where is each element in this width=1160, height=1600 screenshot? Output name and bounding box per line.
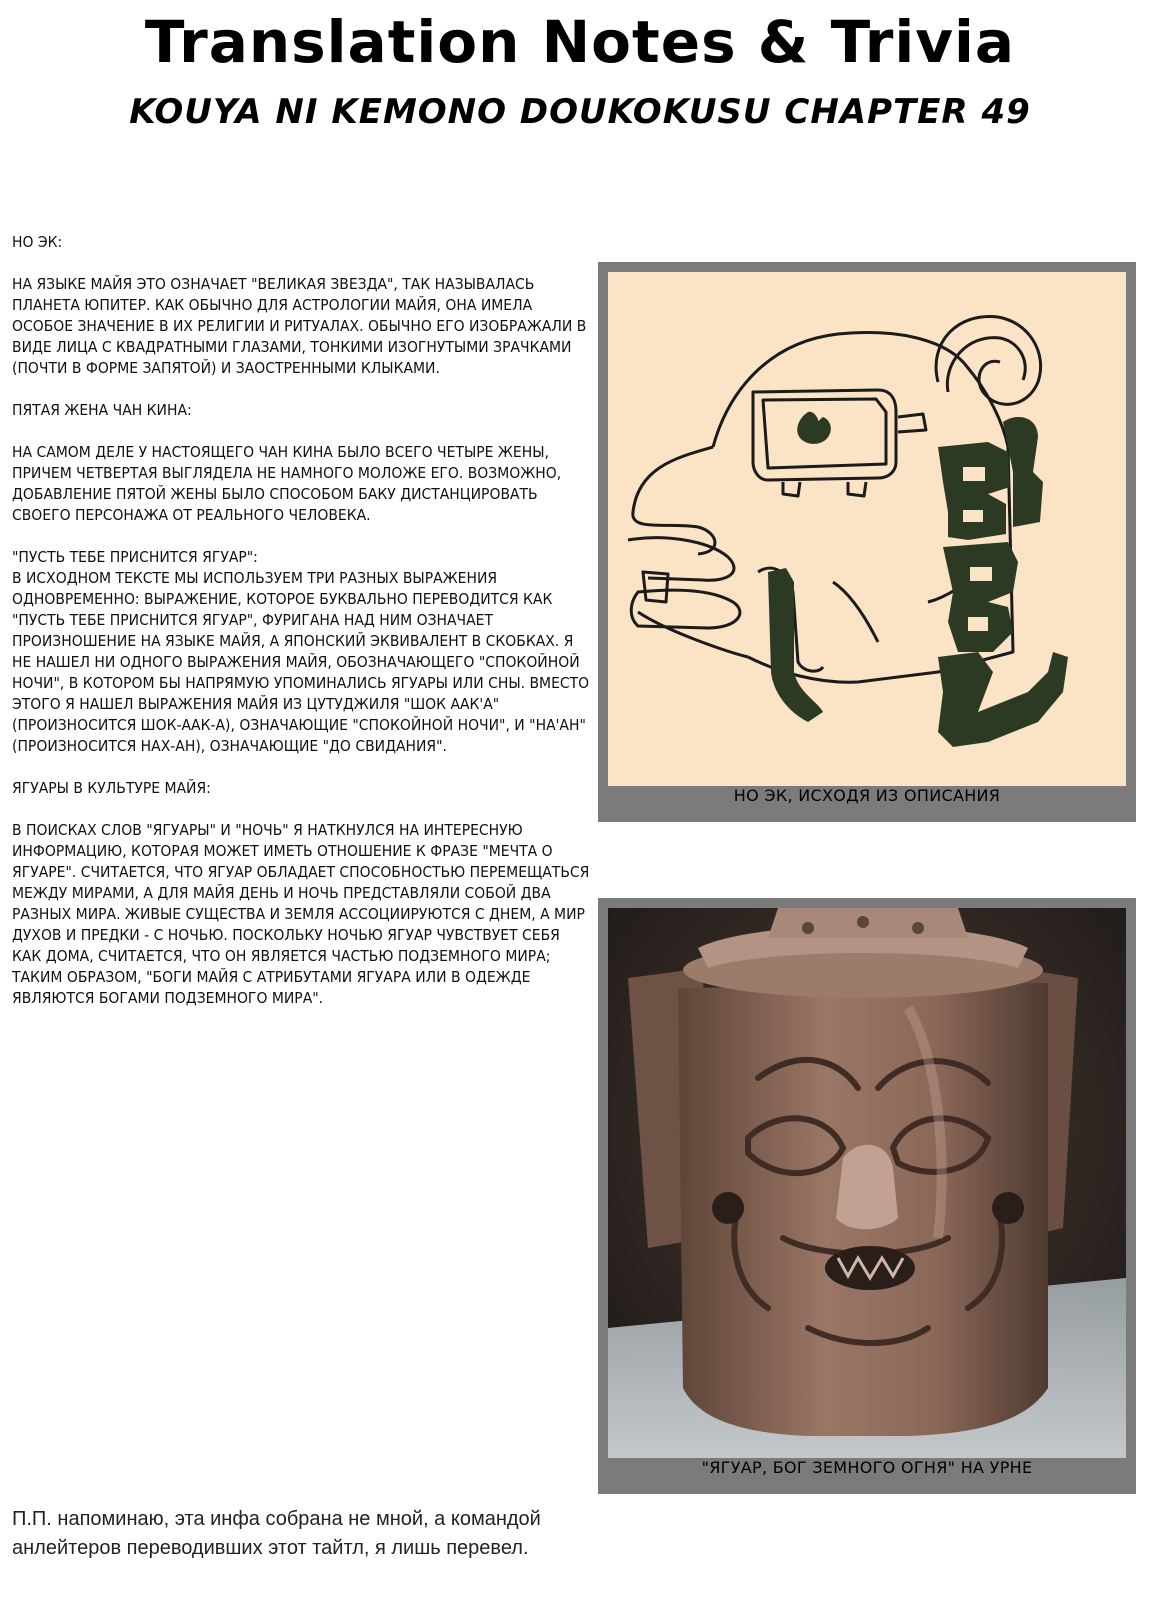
note-body-fifth-wife: НА САМОМ ДЕЛЕ У НАСТОЯЩЕГО ЧАН КИНА БЫЛО ВСЕГО ЧЕТЫРЕ ЖЕНЫ, ПРИЧЕМ ЧЕТВЕРТАЯ ВЫГЛЯДЕЛА НЕ НАМНОГО МОЛОЖЕ ЕГО. ВОЗМОЖНО, ДОБАВЛЕНИЕ ПЯТОЙ ЖЕНЫ БЫЛО СПОСОБОМ БАКУ ДИСТАНЦИРОВАТЬ СВОЕГО ПЕРСОНАЖА ОТ РЕАЛЬНОГО ЧЕЛОВЕКА. [12, 443, 562, 524]
figure-jaguar-urn-panel [598, 898, 1136, 1494]
figure-noh-ek-image [608, 272, 1126, 786]
page-title: Translation Notes & Trivia [144, 8, 1016, 76]
figure-jaguar-urn-image [608, 908, 1126, 1458]
note-body-no-ek: НА ЯЗЫКЕ МАЙЯ ЭТО ОЗНАЧАЕТ "ВЕЛИКАЯ ЗВЕЗДА", ТАК НАЗЫВАЛАСЬ ПЛАНЕТА ЮПИТЕР. КАК ОБЫЧНО ДЛЯ АСТРОЛОГИИ МАЙЯ, ОНА ИМЕЛА ОСОБОЕ ЗНАЧЕНИЕ В ИХ РЕЛИГИИ И РИТУАЛАХ. ОБЫЧНО ЕГО ИЗОБРАЖАЛИ В ВИДЕ ЛИЦА С КВАДРАТНЫМИ ГЛАЗАМИ, ТОНКИМИ ИЗОГНУТЫМИ ЗРАЧКАМИ (ПОЧТИ В ФОРМЕ ЗАПЯТОЙ) И ЗАОСТРЕННЫМИ КЛЫКАМИ. [12, 275, 587, 377]
jaguar-urn-photo [608, 908, 1126, 1458]
figure-noh-ek-panel [598, 262, 1136, 822]
note-body-jaguars-culture: В ПОИСКАХ СЛОВ "ЯГУАРЫ" И "НОЧЬ" Я НАТКНУЛСЯ НА ИНТЕРЕСНУЮ ИНФОРМАЦИЮ, КОТОРАЯ МОЖЕТ ИМЕТЬ ОТНОШЕНИЕ К ФРАЗЕ "МЕЧТА О ЯГУАРЕ". СЧИТАЕТСЯ, ЧТО ЯГУАР ОБЛАДАЕТ СПОСОБНОСТЬЮ ПЕРЕМЕЩАТЬСЯ МЕЖДУ МИРАМИ, А ДЛЯ МАЙЯ ДЕНЬ И НОЧЬ ПРЕДСТАВЛЯЛИ СОБОЙ ДВА РАЗНЫХ МИРА. ЖИВЫЕ СУЩЕСТВА И ЗЕМЛЯ АССОЦИИРУЮТСЯ С ДНЕМ, А МИР ДУХОВ И ПРЕДКИ - С НОЧЬЮ. ПОСКОЛЬКУ НОЧЬЮ ЯГУАР ЧУВСТВУЕТ СЕБЯ КАК ДОМА, СЧИТАЕТСЯ, ЧТО ОН ЯВЛЯЕТСЯ ЧАСТЬЮ ПОДЗЕМНОГО МИРА; ТАКИМ ОБРАЗОМ, "БОГИ МАЙЯ С АТРИБУТАМИ ЯГУАРА ИЛИ В ОДЕЖДЕ ЯВЛЯЮТСЯ БОГАМИ ПОДЗЕМНОГО МИРА". [12, 821, 590, 1007]
figure-noh-ek-caption: НО ЭК, ИСХОДЯ ИЗ ОПИСАНИЯ [733, 786, 1001, 805]
note-heading-no-ek: НО ЭК: [12, 233, 63, 251]
note-heading-jaguars-culture: ЯГУАРЫ В КУЛЬТУРЕ МАЙЯ: [12, 779, 211, 797]
figure-jaguar-urn-caption: "ЯГУАР, БОГ ЗЕМНОГО ОГНЯ" НА УРНЕ [701, 1458, 1033, 1477]
notes-column [12, 232, 592, 1030]
note-heading-fifth-wife: ПЯТАЯ ЖЕНА ЧАН КИНА: [12, 401, 192, 419]
noh-ek-glyph-illustration [608, 272, 1126, 786]
note-heading-jaguar-dream: "ПУСТЬ ТЕБЕ ПРИСНИТСЯ ЯГУАР": [12, 548, 258, 566]
note-body-jaguar-dream: В ИСХОДНОМ ТЕКСТЕ МЫ ИСПОЛЬЗУЕМ ТРИ РАЗНЫХ ВЫРАЖЕНИЯ ОДНОВРЕМЕННО: ВЫРАЖЕНИЕ, КОТОРОЕ БУКВАЛЬНО ПЕРЕВОДИТСЯ КАК "ПУСТЬ ТЕБЕ ПРИСНИТСЯ ЯГУАР", ФУРИГАНА НАД НИМ ОЗНАЧАЕТ ПРОИЗНОШЕНИЕ НА ЯЗЫКЕ МАЙЯ, А ЯПОНСКИЙ ЭКВИВАЛЕНТ В СКОБКАХ. Я НЕ НАШЕЛ НИ ОДНОГО ВЫРАЖЕНИЯ МАЙЯ, ОБОЗНАЧАЮЩЕГО "СПОКОЙНОЙ НОЧИ", В КОТОРОМ БЫ НАПРЯМУЮ УПОМИНАЛИСЬ ЯГУАРЫ ИЛИ СНЫ. ВМЕСТО ЭТОГО Я НАШЕЛ ВЫРАЖЕНИЯ МАЙЯ ИЗ ЦУТУДЖИЛЯ "ШОК ААК'А" (ПРОИЗНОСИТСЯ ШОК-ААК-А), ОЗНАЧАЮЩИЕ "СПОКОЙНОЙ НОЧИ", И "НА'АН" (ПРОИЗНОСИТСЯ НАХ-АН), ОЗНАЧАЮЩИЕ "ДО СВИДАНИЯ". [12, 569, 590, 755]
page-subtitle: KOUYA NI KEMONO DOUKOKUSU CHAPTER 49 [129, 92, 1031, 132]
translator-footnote: П.П. напоминаю, эта инфа собрана не мной, а командой анлейтеров переводивших этот тайтл, я лишь перевел. [12, 1508, 541, 1559]
